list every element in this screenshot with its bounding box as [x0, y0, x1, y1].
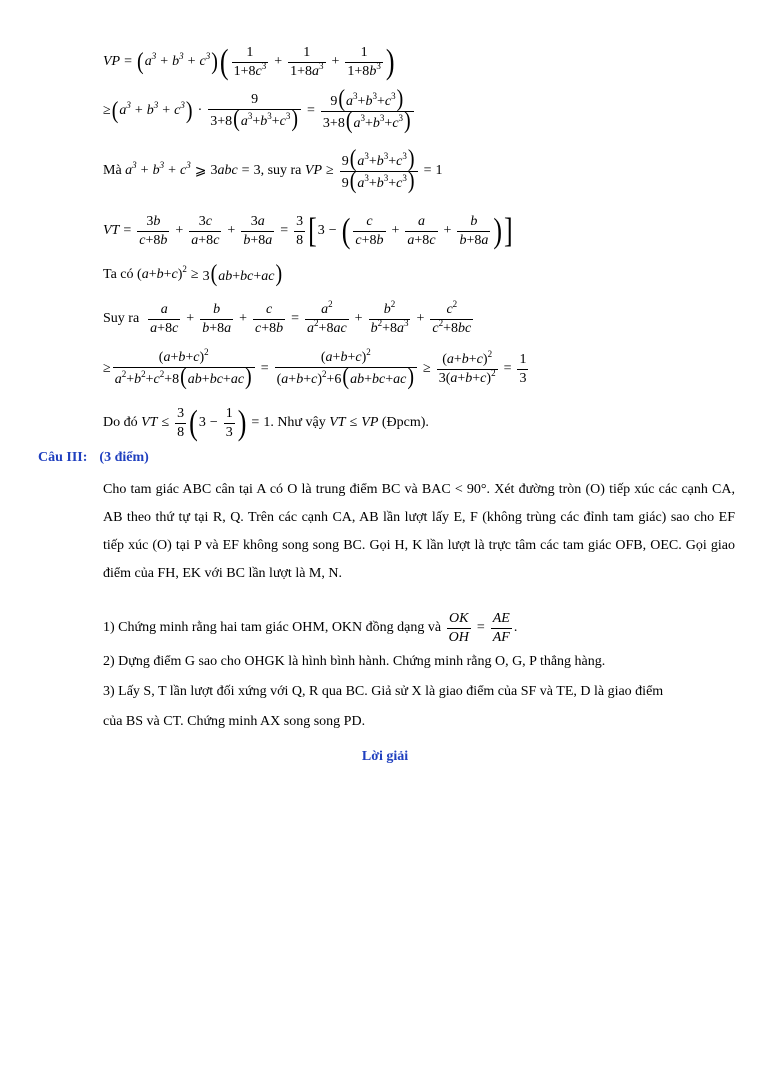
problem-points: (3 điểm) — [99, 450, 149, 465]
eq-vt-definition: VT = $\frac{3b}{c+8b}$ + $\frac{3c}{a+8c}$ + $\frac{3a}{b+8a}$ = $\frac{3}{8}$ [ 3 − ( $\frac{c}{c+8b}$ + $\frac{a}{a+8c}$ + $\frac{b}{b+8a}$ ) ] — [103, 210, 513, 250]
question-1: 1) Chứng minh rằng hai tam giác OHM, OKN đồng dạng và $\frac{OK}{OH}$ = $\frac{AE}{AF}$ . — [103, 610, 518, 645]
vt-label: VT — [103, 223, 120, 238]
text-suy-ra-vp: , suy ra — [260, 163, 302, 178]
problem-intro: Cho tam giác ABC cân tại A có O là trung điểm BC và BAC < 90°. Xét đường tròn (O) tiếp xúc các cạnh CA, AB theo thứ tự tại R, Q. Trên các cạnh CA, AB lần lượt lấy E, F (không trùng các đỉnh tam giác) sao cho EF tiếp xúc (O) tại P và EF không song song BC. Gọi H, K lần lượt là trực tâm các tam giác OFB, OEC. Gọi giao điểm của FH, EK với BC lần lượt là M, N. — [103, 482, 735, 581]
question-3-line-2: của BS và CT. Chứng minh AX song song PD. — [103, 714, 366, 729]
eq-vp-bound: ≥ ( $a^3$ + $b^3$ + $c^3$ ) · $\frac{9}{3+8(a^3+b^3+c^3)}$ = $\frac{9(a^3+b^3+c^3)}{3+8(a^3+b^3+c^3)}$ — [103, 88, 416, 134]
eq-ta-co: Ta có $(a+b+c)^2$ ≥ 3(ab+bc+ac) — [103, 260, 283, 287]
problem-heading — [38, 448, 149, 468]
question-1-text: 1) Chứng minh rằng hai tam giác OHM, OKN đồng dạng và — [103, 620, 442, 635]
question-2: 2) Dựng điểm G sao cho OHGK là hình bình hành. Chứng minh rằng O, G, P thẳng hàng. — [103, 654, 606, 669]
text-ta-co: Ta có — [103, 267, 134, 282]
eq-ma-line: Mà $a^3$ + $b^3$ + $c^3$ ⩾ 3abc = 3 , suy ra VP ≥ $\frac{9(a^3+b^3+c^3)}{9(a^3+b^3+c^3)}$ = 1 — [103, 145, 443, 194]
eq-do-do: Do đó VT ≤ $\frac{3}{8}$ ( 3 − $\frac{1}{3}$ ) = 1 . Như vậy VT ≤ VP (Đpcm). — [103, 402, 429, 442]
text-do-do: Do đó — [103, 415, 138, 430]
question-3-line-1: 3) Lấy S, T lần lượt đối xứng với Q, R qua BC. Giả sử X là giao điểm của SF và TE, D là giao điểm — [103, 684, 664, 699]
eq-cauchy-bound: ≥ $\frac{(a+b+c)^2}{a^2+b^2+c^2+8(ab+bc+ac)}$ = $\frac{(a+b+c)^2}{(a+b+c)^2+6(ab+bc+ac)}$ ≥ $\frac{(a+b+c)^2}{3(a+b+c)^2}$ = $\frac{1}{3}$ — [103, 347, 527, 391]
eq-vp-definition: VP = ( $a^3$ + $b^3$ + $c^3$ ) ( $\frac{1}{1+8c^3}$ + $\frac{1}{1+8a^3}$ + $\frac{1}{1+8b^3}$ ) — [103, 41, 395, 81]
problem-number: Câu III: — [38, 450, 88, 465]
text-suy-ra: Suy ra — [103, 311, 140, 326]
vp-label: VP — [103, 54, 121, 69]
text-dpcm: (Đpcm). — [381, 415, 429, 430]
text-nhu-vay: . Như vậy — [270, 415, 326, 430]
eq-suy-ra: Suy ra $\frac{a}{a+8c}$ + $\frac{b}{b+8a}$ + $\frac{c}{c+8b}$ = $\frac{a^2}{a^2+8ac}$ + $\frac{b^2}{b^2+8a^3}$ + $\frac{c^2}{c^2+8bc}$ — [103, 298, 472, 336]
text-ma: Mà — [103, 163, 122, 178]
solution-heading: Lời giải — [361, 749, 409, 764]
